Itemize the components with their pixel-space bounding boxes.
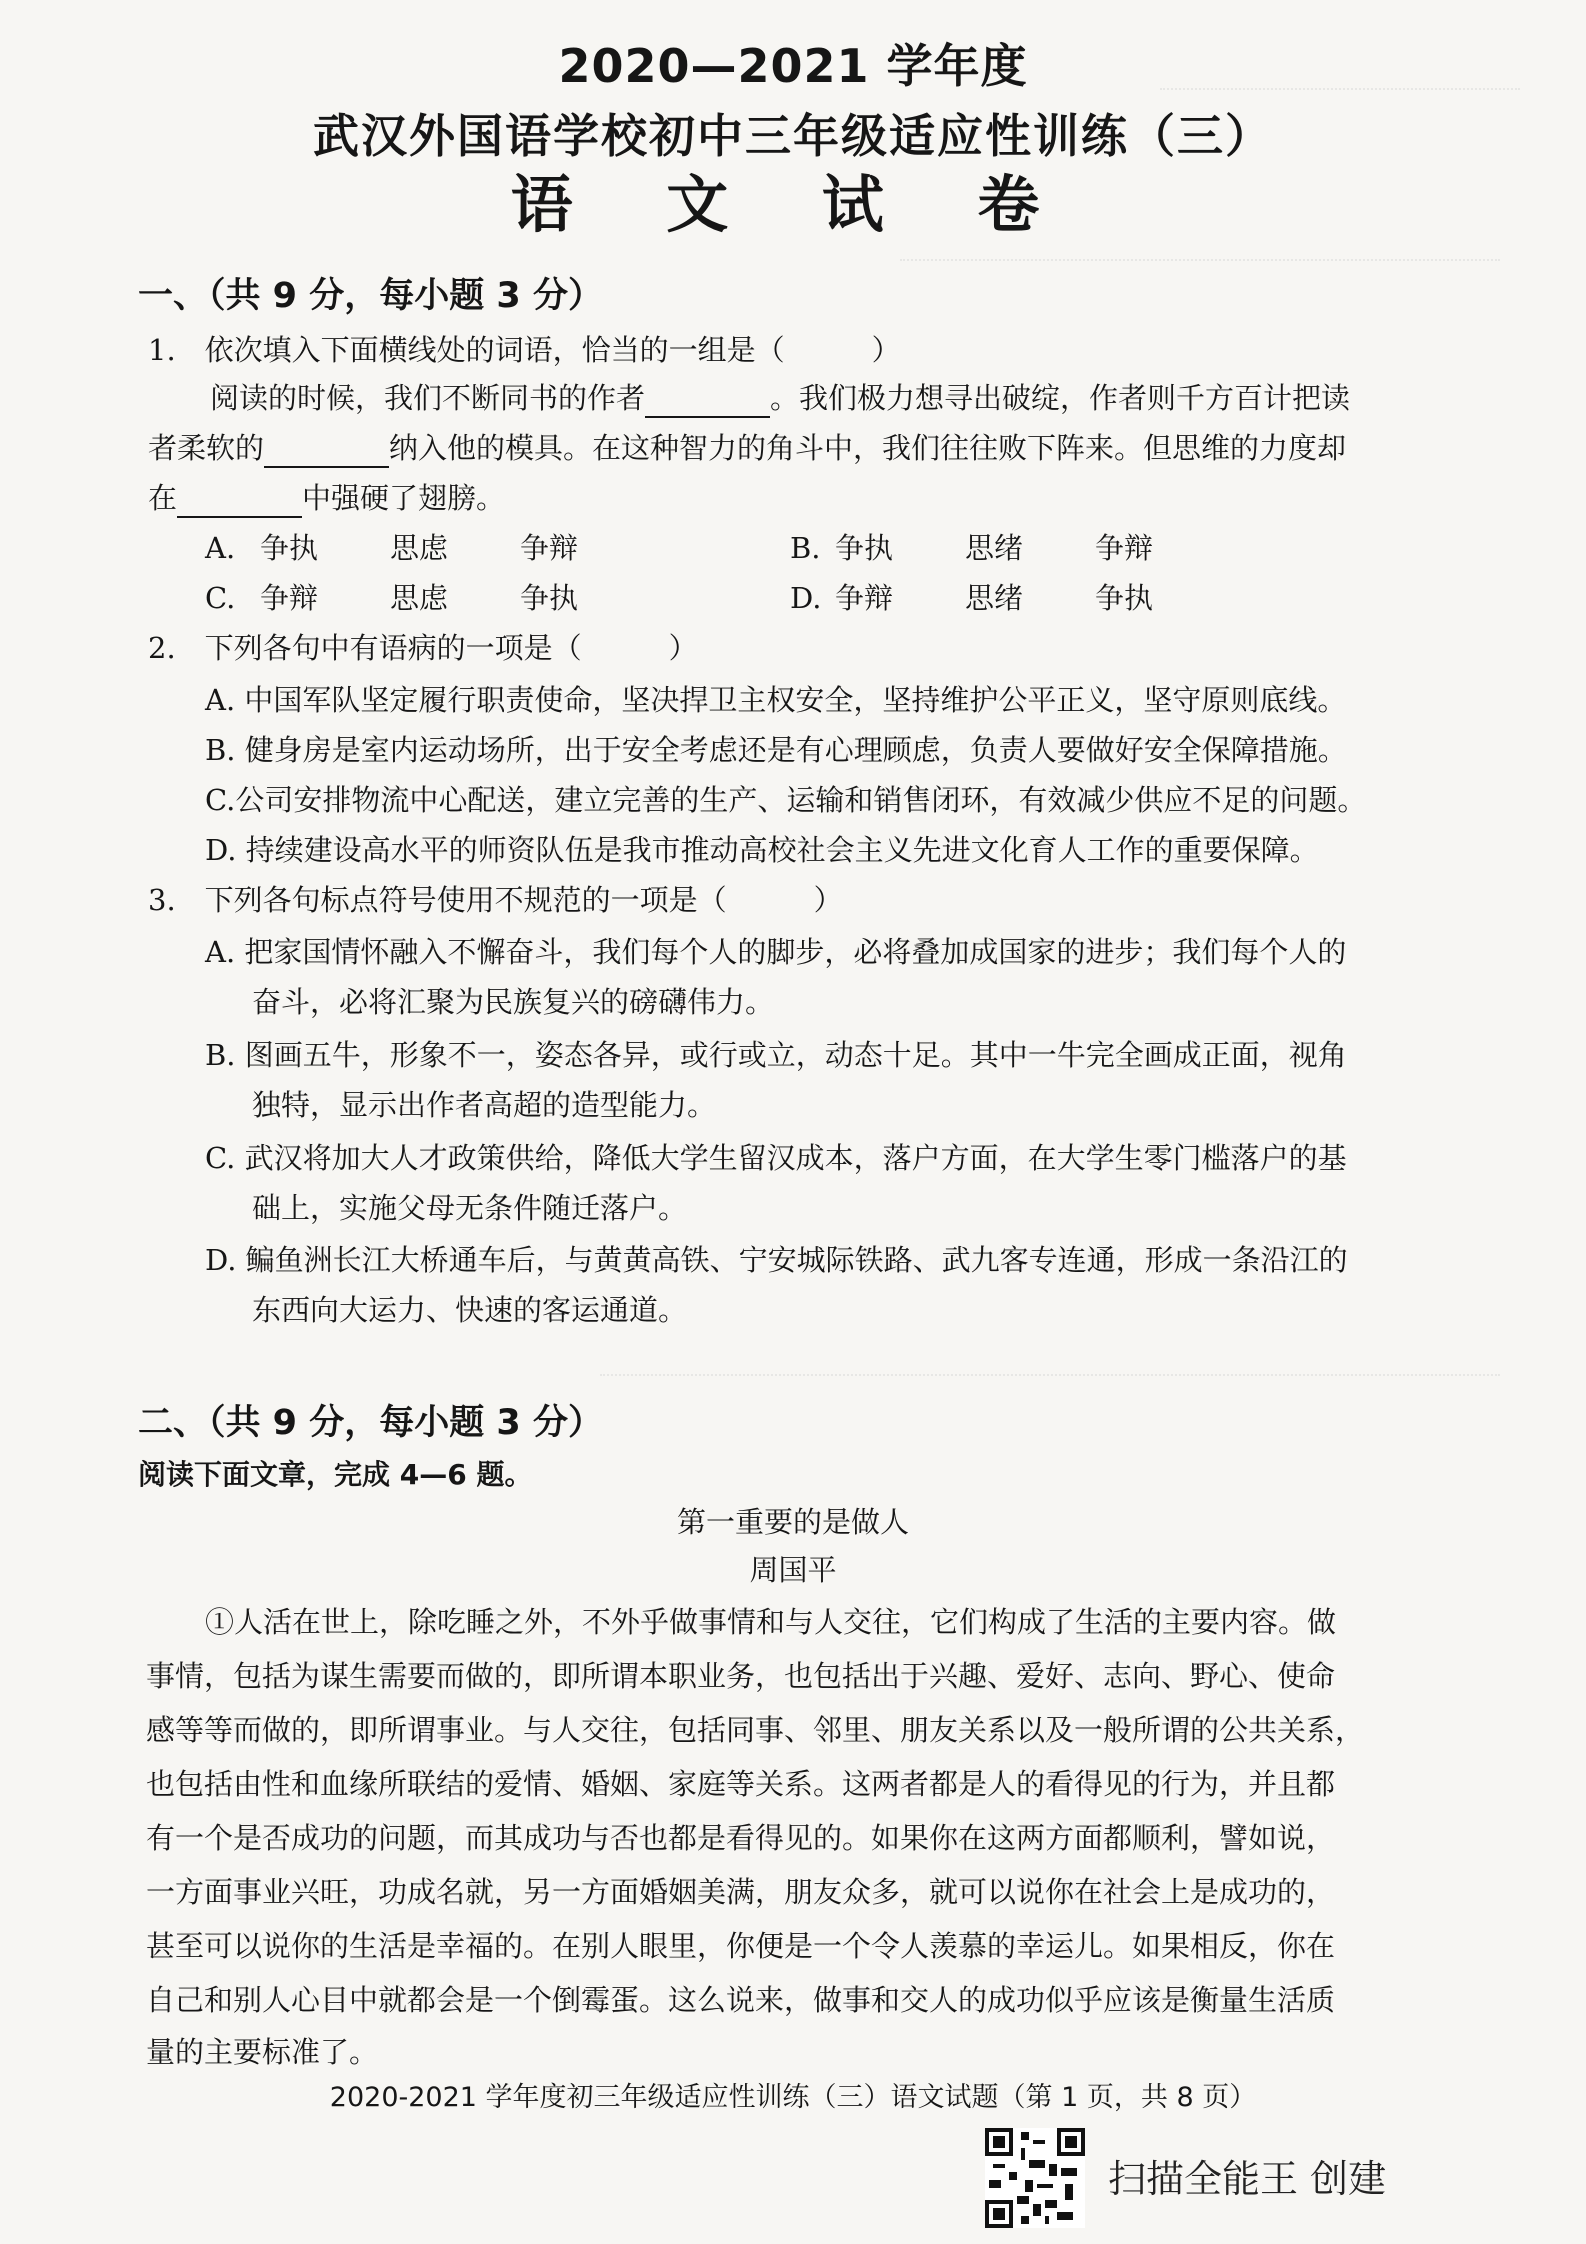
exam-school-title: 武汉外国语学校初中三年级适应性训练（三） (313, 109, 1273, 163)
q3-option-d-line2: 东西向大运力、快速的客运通道。 (252, 1293, 688, 1327)
q2-stem: 2. 下列各句中有语病的一项是（ ） (148, 631, 698, 665)
article-title: 第一重要的是做人 (676, 1505, 909, 1539)
q1-passage-line1: 阅读的时候，我们不断同书的作者 。我们极力想寻出破绽，作者则千方百计把读 (210, 378, 1350, 418)
article-author: 周国平 (749, 1553, 837, 1587)
q2-option-c[interactable]: C.公司安排物流中心配送，建立完善的生产、运输和销售闭环，有效减少供应不足的问题。 (205, 783, 1367, 817)
paragraph-line: ①人活在世上，除吃睡之外，不外乎做事情和与人交往，它们构成了生活的主要内容。做 (205, 1605, 1337, 1639)
page-footer: 2020-2021 学年度初三年级适应性训练（三）语文试题（第 1 页，共 8 页） (329, 2082, 1257, 2113)
q1-passage-line2: 者柔软的 纳入他的模具。在这种智力的角斗中，我们往往败下阵来。但思维的力度却 (148, 428, 1346, 468)
section2-instruction: 阅读下面文章，完成 4—6 题。 (138, 1458, 533, 1491)
q3-option-c-line2: 础上，实施父母无条件随迁落户。 (252, 1191, 688, 1225)
paragraph-line: 也包括由性和血缘所联结的爱情、婚姻、家庭等关系。这两者都是人的看得见的行为，并且都 (146, 1767, 1336, 1801)
section2-heading: 二、（共 9 分，每小题 3 分） (138, 1403, 603, 1443)
q1-passage-line3: 在 中强硬了翅膀。 (148, 478, 505, 518)
paragraph-line: 一方面事业兴旺，功成名就，另一方面婚姻美满，朋友众多，就可以说你在社会上是成功的， (146, 1875, 1336, 1909)
q2-option-a[interactable]: A. 中国军队坚定履行职责使命，坚决捍卫主权安全，坚持维护公平正义，坚守原则底线。 (205, 683, 1347, 717)
bleed-through-mark (600, 1350, 1500, 1376)
paragraph-line: 事情，包括为谋生需要而做的，即所谓本职业务，也包括出于兴趣、爱好、志向、野心、使命 (146, 1659, 1336, 1693)
exam-subject-title: 语 文 试 卷 (510, 168, 1076, 241)
section1-heading: 一、（共 9 分，每小题 3 分） (138, 276, 603, 316)
q1-option-c[interactable]: C. 争辩 思虑 争执 (205, 581, 579, 615)
paragraph-line: 量的主要标准了。 (146, 2035, 379, 2069)
paragraph-line: 有一个是否成功的问题，而其成功与否也都是看得见的。如果你在这两方面都顺利，譬如说， (146, 1821, 1336, 1855)
exam-year: 2020—2021 学年度 (558, 39, 1028, 93)
q3-option-d-line1[interactable]: D. 鳊鱼洲长江大桥通车后，与黄黄高铁、宁安城际铁路、武九客专连通，形成一条沿江的 (205, 1243, 1348, 1277)
scanner-watermark: 扫描全能王 创建 (1108, 2157, 1387, 2201)
paragraph-line: 甚至可以说你的生活是幸福的。在别人眼里，你便是一个令人羡慕的幸运儿。如果相反，你在 (146, 1929, 1336, 1963)
q3-option-c-line1[interactable]: C. 武汉将加大人才政策供给，降低大学生留汉成本，落户方面，在大学生零门槛落户的基 (205, 1141, 1347, 1175)
q1-option-b[interactable]: B. 争执 思绪 争辩 (790, 531, 1154, 565)
paragraph-line: 自己和别人心目中就都会是一个倒霉蛋。这么说来，做事和交人的成功似乎应该是衡量生活质 (146, 1983, 1336, 2017)
paragraph-line: 感等等而做的，即所谓事业。与人交往，包括同事、邻里、朋友关系以及一般所谓的公共关系， (146, 1713, 1365, 1747)
q3-option-b-line1[interactable]: B. 图画五牛，形象不一，姿态各异，或行或立，动态十足。其中一牛完全画成正面，视角 (205, 1038, 1347, 1072)
qr-code-icon (985, 2128, 1085, 2228)
answer-blank[interactable] (264, 436, 389, 468)
q1-option-a[interactable]: A. 争执 思虑 争辩 (205, 531, 579, 565)
q2-option-d[interactable]: D. 持续建设高水平的师资队伍是我市推动高校社会主义先进文化育人工作的重要保障。 (205, 833, 1319, 867)
answer-blank[interactable] (177, 486, 302, 518)
q3-stem: 3. 下列各句标点符号使用不规范的一项是（ ） (148, 883, 843, 917)
answer-blank[interactable] (645, 386, 770, 418)
q3-option-a-line2: 奋斗，必将汇聚为民族复兴的磅礴伟力。 (252, 985, 775, 1019)
q1-option-d[interactable]: D. 争辩 思绪 争执 (790, 581, 1154, 615)
q2-option-b[interactable]: B. 健身房是室内运动场所，出于安全考虑还是有心理顾虑，负责人要做好安全保障措施。 (205, 733, 1347, 767)
q3-option-b-line2: 独特，显示出作者高超的造型能力。 (252, 1088, 717, 1122)
q3-option-a-line1[interactable]: A. 把家国情怀融入不懈奋斗，我们每个人的脚步，必将叠加成国家的进步；我们每个人的 (205, 935, 1347, 969)
q1-stem: 1. 依次填入下面横线处的词语，恰当的一组是（ ） (148, 333, 901, 367)
